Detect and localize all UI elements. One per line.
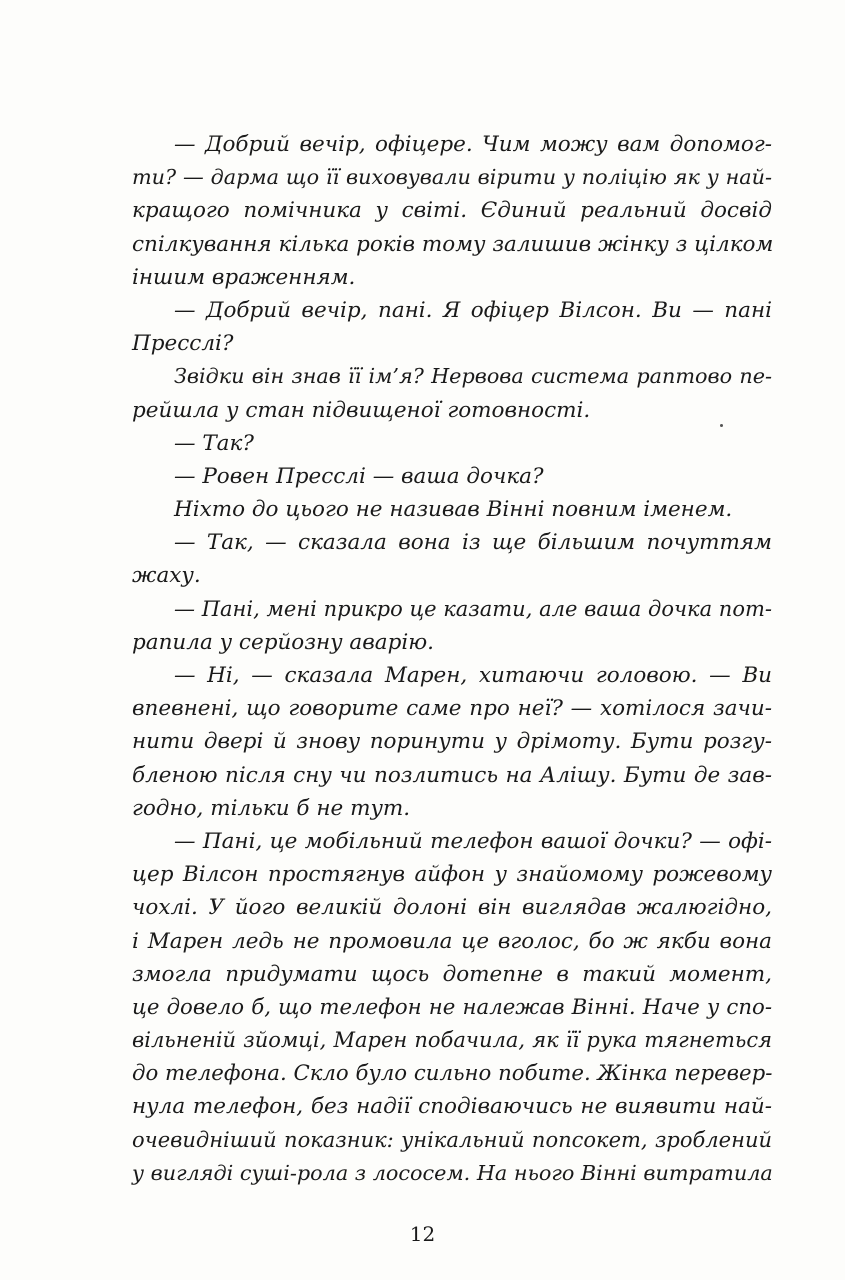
text-line: жаху. [132, 563, 201, 589]
print-speck [720, 424, 723, 427]
text-line: цер Вілсон простягнув айфон у знайомому рожевому [132, 862, 772, 888]
body-text [132, 128, 772, 1190]
text-line: до телефона. Скло було сильно побите. Жінка перевер- [132, 1061, 773, 1087]
text-line: — Ні, — сказала Марен, хитаючи головою. — Ви [174, 663, 772, 688]
text-line: бленою після сну чи позлитись на Алішу. Бути де зав- [132, 762, 772, 788]
text-line: — Добрий вечір, офіцере. Чим можу вам допомог- [174, 132, 772, 157]
text-line: — Так, — сказала вона із ще більшим почуттям [174, 530, 772, 556]
text-line: впевнені, що говорите саме про неї? — хотілося зачи- [132, 696, 772, 722]
text-line: і Марен ледь не промовила це вголос, бо ж якби вона [132, 928, 772, 954]
text-line: ти? — дарма що її виховували вірити у поліцію як у най- [132, 165, 772, 190]
text-line: Звідки він знав її ім’я? Нервова система раптово пе- [174, 364, 772, 389]
text-line: — Ровен Пресслі — ваша дочка? [174, 463, 544, 489]
text-line: вільненій зйомці, Марен побачила, як її рука тягнеться [132, 1028, 772, 1053]
text-line: змогла придумати щось дотепне в такий момент, [132, 961, 772, 987]
text-line: нула телефон, без надії сподіваючись не виявити най- [132, 1094, 772, 1120]
text-line: Пресслі? [132, 331, 234, 357]
text-line: рейшла у стан підвищеної готовності. [132, 397, 591, 423]
text-line: — Добрий вечір, пані. Я офіцер Вілсон. Ви — пані [174, 297, 772, 323]
text-line: очевидніший показник: унікальний попсокет, зроблений [132, 1127, 772, 1152]
text-line: у вигляді суші-рола з лососем. На нього Вінні витратила [132, 1160, 773, 1185]
text-line: Ніхто до цього не називав Вінні повним іменем. [174, 497, 733, 523]
text-line: — Так? [174, 430, 254, 456]
text-line: спілкування кілька років тому залишив жінку з цілком [132, 231, 774, 257]
text-line: іншим враженням. [132, 264, 356, 290]
text-line: кращого помічника у світі. Єдиний реальний досвід [132, 198, 772, 224]
text-line: годно, тільки б не тут. [132, 795, 411, 821]
text-line: рапила у серйозну аварію. [132, 629, 434, 655]
page-number: 12 [409, 1222, 436, 1246]
text-line: це довело б, що телефон не належав Вінні. Наче у спо- [132, 994, 772, 1020]
text-line: — Пані, мені прикро це казати, але ваша дочка пот- [174, 596, 772, 621]
text-line: чохлі. У його великій долоні він виглядав жалюгідно, [132, 895, 772, 921]
text-line: — Пані, це мобільний телефон вашої дочки? — офі- [174, 828, 772, 854]
text-line: нити двері й знову поринути у дрімоту. Бути розгу- [132, 729, 772, 755]
